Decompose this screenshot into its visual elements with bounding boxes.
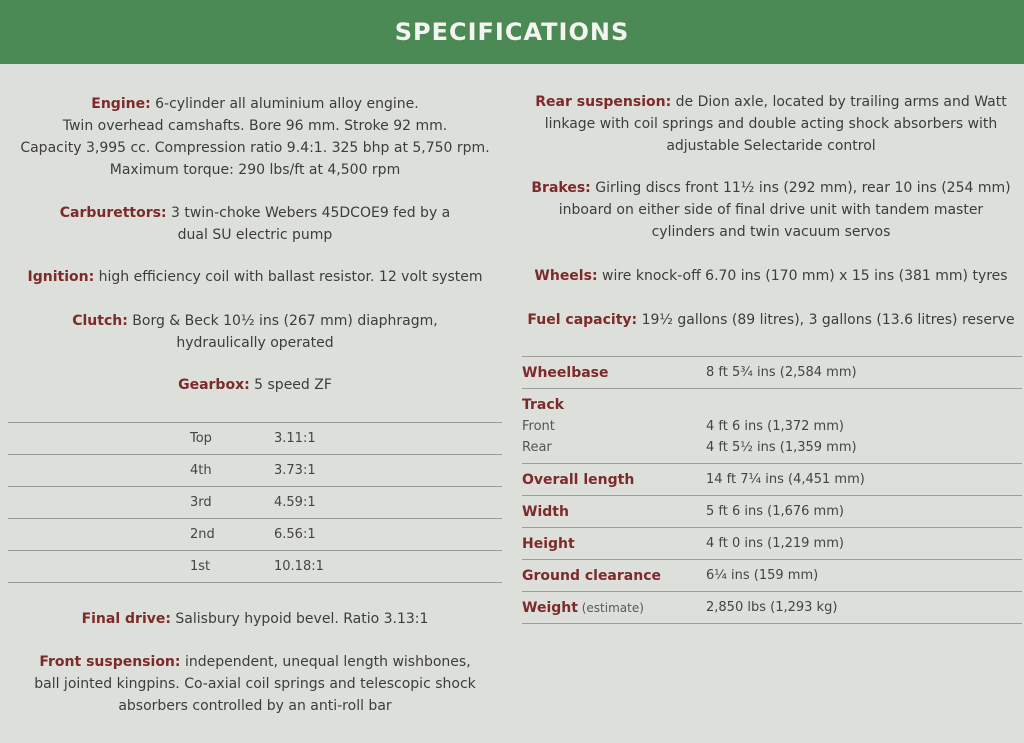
brakes-text: Girling discs front 11½ ins (292 mm), rear 10 ins (254 mm) xyxy=(590,180,1011,196)
dim-key: Track xyxy=(522,396,564,413)
gear-ratio: 4.59:1 xyxy=(274,487,502,519)
dim-key-note: (estimate) xyxy=(577,600,644,615)
dim-value: 6¼ ins (159 mm) xyxy=(706,560,1022,592)
dim-key: Wheelbase xyxy=(522,357,706,389)
rear-suspension-text: de Dion axle, located by trailing arms and Watt xyxy=(671,94,1007,110)
ignition-text: high efficiency coil with ballast resistor. 12 volt system xyxy=(94,269,483,285)
front-suspension-text: absorbers controlled by an anti-roll bar xyxy=(118,698,392,714)
engine-text: 6-cylinder all aluminium alloy engine. xyxy=(150,96,419,112)
gearbox-label: Gearbox: xyxy=(178,377,250,393)
rear-suspension-text: adjustable Selectaride control xyxy=(666,138,876,154)
brakes-spec xyxy=(518,177,1024,243)
gearbox-spec xyxy=(0,374,510,396)
dim-value: 4 ft 5½ ins (1,359 mm) xyxy=(706,439,857,455)
brakes-text: cylinders and twin vacuum servos xyxy=(651,224,891,240)
dim-key: Height xyxy=(522,528,706,560)
engine-text: Twin overhead camshafts. Bore 96 mm. Stroke 92 mm. xyxy=(62,118,448,134)
final-drive-text: Salisbury hypoid bevel. Ratio 3.13:1 xyxy=(170,611,429,627)
carburettors-text: 3 twin-choke Webers 45DCOE9 fed by a xyxy=(166,205,451,221)
fuel-spec xyxy=(518,309,1024,331)
dim-value: 8 ft 5¾ ins (2,584 mm) xyxy=(706,357,1022,389)
carburettors-label: Carburettors: xyxy=(59,205,167,221)
gear-name: 1st xyxy=(8,551,274,583)
rear-suspension-spec xyxy=(518,91,1024,157)
front-suspension-spec xyxy=(0,651,510,717)
rear-suspension-label: Rear suspension: xyxy=(535,94,672,110)
table-row xyxy=(8,455,502,487)
wheels-text: wire knock-off 6.70 ins (170 mm) x 15 ins (381 mm) tyres xyxy=(597,268,1008,284)
table-row xyxy=(522,528,1022,560)
wheels-label: Wheels: xyxy=(534,268,598,284)
clutch-text: Borg & Beck 10½ ins (267 mm) diaphragm, xyxy=(127,313,438,329)
dimensions-table xyxy=(522,356,1022,624)
dim-value: 5 ft 6 ins (1,676 mm) xyxy=(706,496,1022,528)
rear-suspension-text: linkage with coil springs and double acting shock absorbers with xyxy=(544,116,998,132)
brakes-text: inboard on either side of final drive unit with tandem master xyxy=(558,202,984,218)
dim-value-track xyxy=(706,389,1022,464)
carburettors-spec xyxy=(0,202,510,246)
fuel-label: Fuel capacity: xyxy=(527,312,638,328)
dim-value: 4 ft 6 ins (1,372 mm) xyxy=(706,418,844,434)
gear-ratio: 3.73:1 xyxy=(274,455,502,487)
table-row xyxy=(522,592,1022,624)
table-row xyxy=(522,389,1022,464)
ignition-label: Ignition: xyxy=(27,269,95,285)
gear-name: 2nd xyxy=(8,519,274,551)
ignition-spec xyxy=(0,266,510,288)
table-row xyxy=(8,551,502,583)
gear-name: 3rd xyxy=(8,487,274,519)
table-row xyxy=(522,464,1022,496)
brakes-label: Brakes: xyxy=(531,180,591,196)
table-row xyxy=(8,423,502,455)
clutch-spec xyxy=(0,310,510,354)
dim-key: Width xyxy=(522,496,706,528)
dim-key-weight xyxy=(522,592,706,624)
final-drive-spec xyxy=(0,608,510,630)
table-row xyxy=(522,560,1022,592)
carburettors-text: dual SU electric pump xyxy=(177,227,333,243)
gear-ratio: 6.56:1 xyxy=(274,519,502,551)
dim-value: 4 ft 0 ins (1,219 mm) xyxy=(706,528,1022,560)
final-drive-label: Final drive: xyxy=(81,611,171,627)
fuel-text: 19½ gallons (89 litres), 3 gallons (13.6 litres) reserve xyxy=(637,312,1015,328)
dim-subkey: Rear xyxy=(522,439,552,455)
gear-ratio: 3.11:1 xyxy=(274,423,502,455)
wheels-spec xyxy=(518,265,1024,287)
engine-label: Engine: xyxy=(91,96,151,112)
clutch-label: Clutch: xyxy=(72,313,128,329)
dim-subkey: Front xyxy=(522,418,555,434)
dim-value: 2,850 lbs (1,293 kg) xyxy=(706,592,1022,624)
gear-ratio-table xyxy=(8,422,502,583)
table-row xyxy=(522,357,1022,389)
page-title: SPECIFICATIONS xyxy=(394,18,630,46)
front-suspension-text: ball jointed kingpins. Co-axial coil springs and telescopic shock xyxy=(34,676,476,692)
table-row xyxy=(8,487,502,519)
table-row xyxy=(8,519,502,551)
gearbox-text: 5 speed ZF xyxy=(249,377,332,393)
dim-key: Weight xyxy=(522,599,578,616)
dim-value: 14 ft 7¼ ins (4,451 mm) xyxy=(706,464,1022,496)
front-suspension-text: independent, unequal length wishbones, xyxy=(180,654,471,670)
gear-ratio: 10.18:1 xyxy=(274,551,502,583)
front-suspension-label: Front suspension: xyxy=(39,654,181,670)
dim-key: Overall length xyxy=(522,464,706,496)
table-row xyxy=(522,496,1022,528)
dim-key-track xyxy=(522,389,706,464)
engine-spec xyxy=(0,93,510,181)
dim-key: Ground clearance xyxy=(522,560,706,592)
clutch-text: hydraulically operated xyxy=(176,335,334,351)
header-bar xyxy=(0,0,1024,64)
gear-name: 4th xyxy=(8,455,274,487)
engine-text: Capacity 3,995 cc. Compression ratio 9.4:1. 325 bhp at 5,750 rpm. xyxy=(20,140,490,156)
engine-text: Maximum torque: 290 lbs/ft at 4,500 rpm xyxy=(109,162,401,178)
gear-name: Top xyxy=(8,423,274,455)
